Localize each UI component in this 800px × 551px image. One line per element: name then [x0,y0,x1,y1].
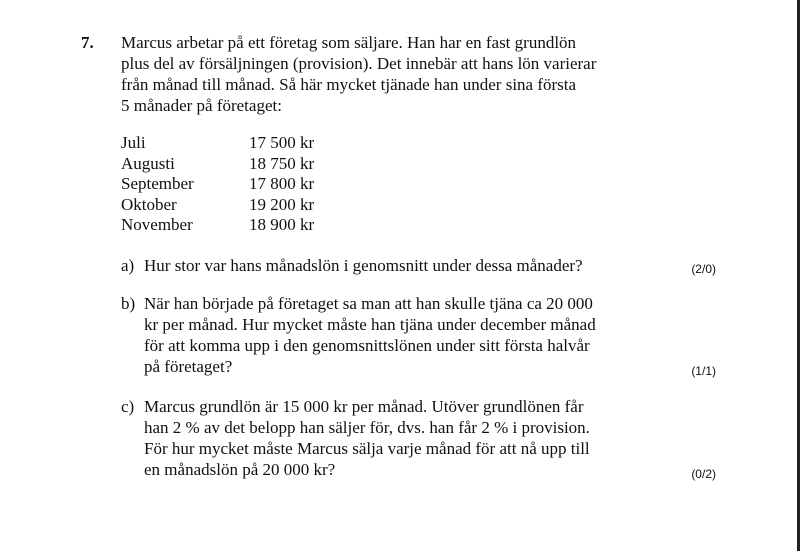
intro-line: plus del av försäljningen (provision). Det innebär att hans lön varierar [121,54,597,73]
salary-month: September [121,174,194,193]
question-intro [121,32,641,116]
points-label: (1/1) [691,364,716,378]
points-label: (2/0) [691,262,716,276]
subquestion-line: För hur mycket måste Marcus sälja varje månad för att nå upp till [144,439,590,458]
question-number: 7. [81,33,94,52]
salary-amount: 17 500 kr [249,133,315,152]
intro-line: Marcus arbetar på ett företag som säljare. Han har en fast grundlön [121,33,577,52]
intro-line: från månad till månad. Så här mycket tjänade han under sina första [121,75,577,94]
salary-month: Juli [121,133,146,152]
subquestion-letter: a) [121,256,135,275]
subquestion-line: han 2 % av det belopp han säljer för, dvs. han får 2 % i provision. [144,418,590,437]
subquestion-line: på företaget? [144,357,233,376]
salary-month: Oktober [121,194,177,214]
salary-amount: 18 900 kr [249,215,315,234]
salary-amount: 17 800 kr [249,174,315,193]
subquestion-text [144,396,590,480]
salary-row [121,195,314,216]
subquestion-line: en månadslön på 20 000 kr? [144,460,336,479]
subquestion-line: Hur stor var hans månadslön i genomsnitt under dessa månader? [144,256,583,275]
subquestion-line: för att komma upp i den genomsnittslönen under sitt första halvår [144,336,590,355]
salary-month: Augusti [121,153,175,173]
salary-month: November [121,215,193,234]
subquestion-letter: b) [121,294,136,313]
salary-row [121,174,314,195]
salary-amount: 18 750 kr [249,153,315,173]
subquestion-letter: c) [121,397,135,416]
subquestion-line: Marcus grundlön är 15 000 kr per månad. Utöver grundlönen får [144,397,584,416]
points-label: (0/2) [691,467,716,481]
salary-row [121,215,314,236]
salary-row [121,133,314,154]
subquestion-text [144,255,583,276]
intro-line: 5 månader på företaget: [121,96,282,115]
subquestion-text [144,293,596,377]
salary-row [121,154,314,175]
salary-table [121,133,314,236]
subquestion-line: När han började på företaget sa man att han skulle tjäna ca 20 000 [144,294,593,313]
subquestion-line: kr per månad. Hur mycket måste han tjäna under december månad [144,315,596,334]
salary-amount: 19 200 kr [249,194,315,214]
